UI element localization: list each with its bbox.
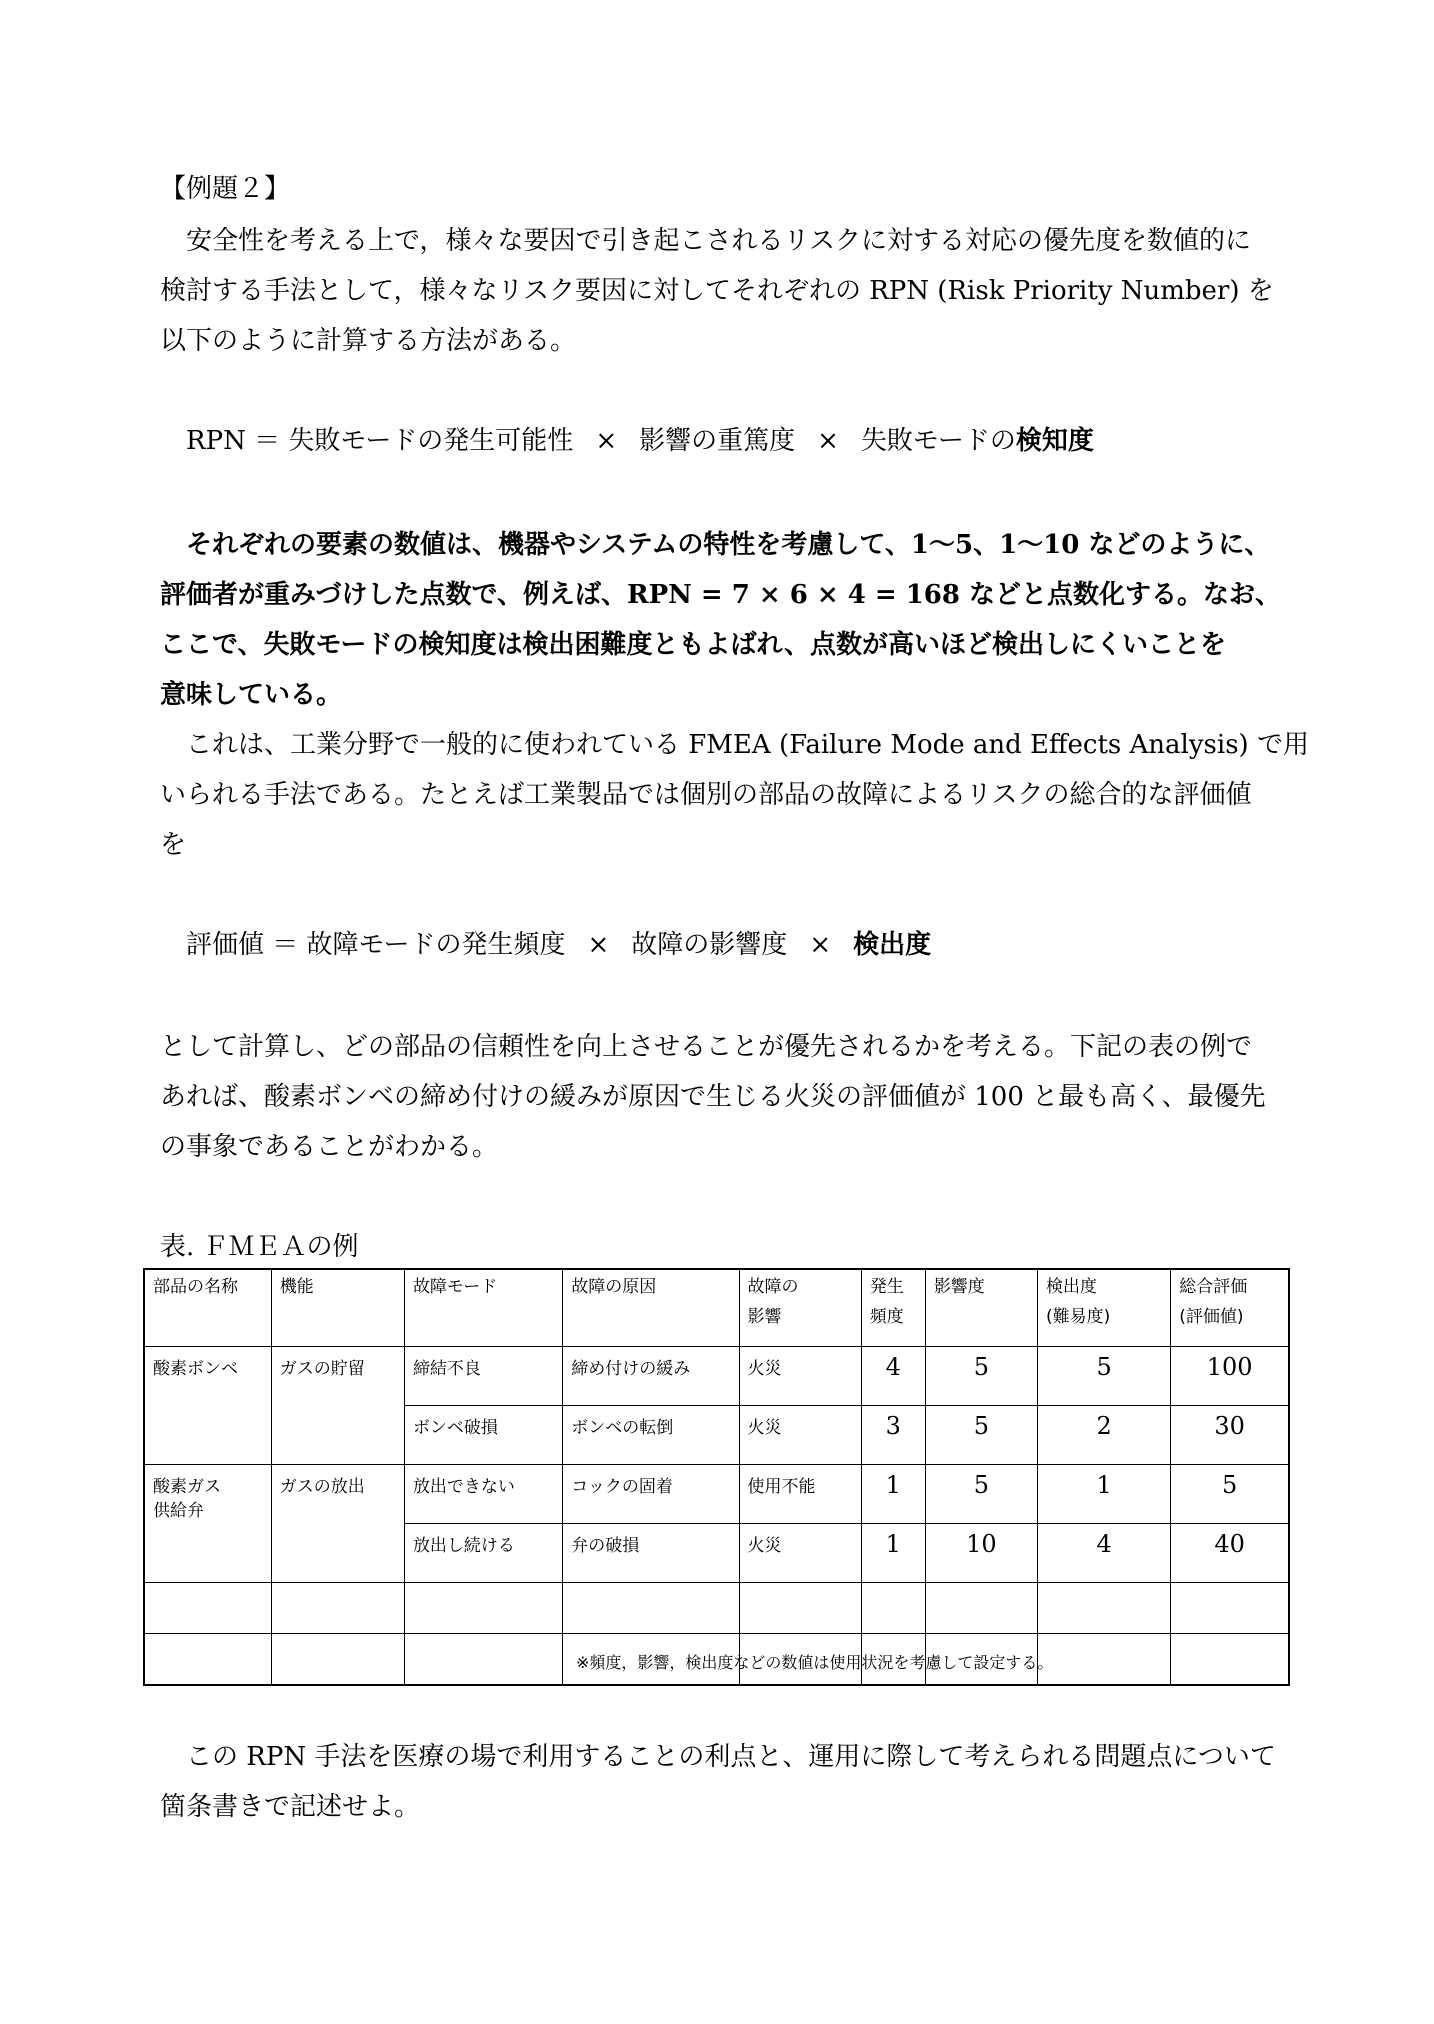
cell-cause: ボンベの転倒 [563,1406,739,1465]
cell-detection: 1 [1038,1465,1171,1524]
formula2-lhs: 評価値 ＝ 故障モードの発生頻度 [186,930,566,960]
intro-line-3: 以下のように計算する方法がある。 [160,326,577,356]
cell-effect: 火災 [739,1406,861,1465]
cell-frequency: 4 [861,1347,925,1406]
cell-frequency: 3 [861,1406,925,1465]
cell-impact: 5 [925,1347,1037,1406]
cell-function: ガスの貯留 [271,1347,404,1465]
header-frequency: 発生 頻度 [861,1269,925,1347]
cell-total: 40 [1171,1524,1289,1583]
cell-cause: 弁の破損 [563,1524,739,1583]
cell-total: 100 [1171,1347,1289,1406]
header-mode: 故障モード [404,1269,562,1347]
table-row [144,1465,1289,1524]
question-line-2: 箇条書きで記述せよ。 [160,1792,421,1822]
cell-total: 5 [1171,1465,1289,1524]
fmea-table [143,1268,1290,1686]
cell-mode: 放出し続ける [404,1524,562,1583]
multiply-sign: × [587,930,610,960]
cell-part: 酸素ガス 供給弁 [144,1465,271,1583]
intro-line-2: 検討する手法として，様々なリスク要因に対してそれぞれの RPN (Risk Priority Number) を [160,276,1274,306]
header-function: 機能 [271,1269,404,1347]
rpn-formula [186,424,1094,458]
cell-cause: コックの固着 [563,1465,739,1524]
cell-detection: 4 [1038,1524,1171,1583]
formula1-term2: 影響の重篤度 [639,426,796,456]
cell-effect: 火災 [739,1524,861,1583]
header-effect: 故障の 影響 [739,1269,861,1347]
cell-mode: ボンベ破損 [404,1406,562,1465]
cell-total: 30 [1171,1406,1289,1465]
header-total: 総合評価 (評価値) [1171,1269,1289,1347]
formula1-term3: 失敗モードの [860,426,1016,456]
cell-impact: 5 [925,1465,1037,1524]
cell-effect: 火災 [739,1347,861,1406]
header-detection: 検出度 (難易度) [1038,1269,1171,1347]
cell-effect: 使用不能 [739,1465,861,1524]
cell-frequency: 1 [861,1465,925,1524]
fmea-para-line-2: いられる手法である。たとえば工業製品では個別の部品の故障によるリスクの総合的な評価値 [160,780,1252,810]
fmea-para-line-3: を [160,830,187,860]
header-part: 部品の名称 [144,1269,271,1347]
formula2-term3-bold: 検出度 [853,930,932,960]
intro-line-1: 安全性を考える上で，様々な要因で引き起こされるリスクに対する対応の優先度を数値的に [186,226,1251,256]
bold-para-line-4: 意味している。 [160,680,343,710]
bold-para-line-1: それぞれの要素の数値は、機器やシステムの特性を考慮して、1～5、1～10 などのように、 [186,530,1271,560]
formula1-term3-bold: 検知度 [1015,426,1094,456]
table-row [144,1347,1289,1406]
table-note: ※頻度，影響，検出度などの数値は使用状況を考慮して設定する。 [576,1653,1054,1672]
evaluation-formula [186,928,931,962]
fmea-para-line-1: これは、工業分野で一般的に使われている FMEA (Failure Mode and Effects Analysis) で用 [186,730,1309,760]
table-row-empty [144,1583,1289,1634]
multiply-sign: × [809,930,832,960]
cell-frequency: 1 [861,1524,925,1583]
formula2-term2: 故障の影響度 [631,930,788,960]
cell-impact: 5 [925,1406,1037,1465]
multiply-sign: × [817,426,839,456]
header-cause: 故障の原因 [563,1269,739,1347]
cell-mode: 締結不良 [404,1347,562,1406]
conclusion-line-1: として計算し、どの部品の信頼性を向上させることが優先されるかを考える。下記の表の例で [160,1032,1253,1062]
formula1-lhs: RPN ＝ 失敗モードの発生可能性 [186,426,574,456]
conclusion-line-3: の事象であることがわかる。 [160,1132,499,1162]
cell-impact: 10 [925,1524,1037,1583]
bold-para-line-3: ここで、失敗モードの検知度は検出困難度ともよばれ、点数が高いほど検出しにくいことを [160,630,1227,660]
table-header-row [144,1269,1289,1347]
cell-cause: 締め付けの緩み [563,1347,739,1406]
cell-mode: 放出できない [404,1465,562,1524]
table-caption: 表. ＦＭＥＡの例 [160,1232,359,1262]
question-line-1: この RPN 手法を医療の場で利用することの利点と、運用に際して考えられる問題点について [186,1742,1276,1772]
header-impact: 影響度 [925,1269,1037,1347]
cell-detection: 2 [1038,1406,1171,1465]
conclusion-line-2: あれば、酸素ボンベの締め付けの緩みが原因で生じる火災の評価値が 100 と最も高く、最優先 [160,1082,1266,1112]
bold-para-line-2: 評価者が重みづけした点数で、例えば、RPN = 7 × 6 × 4 = 168 などと点数化する。なお、 [160,580,1282,610]
cell-function: ガスの放出 [271,1465,404,1583]
multiply-sign: × [595,426,618,456]
cell-part: 酸素ボンベ [144,1347,271,1465]
example-heading: 【例題２】 [160,174,291,204]
cell-detection: 5 [1038,1347,1171,1406]
